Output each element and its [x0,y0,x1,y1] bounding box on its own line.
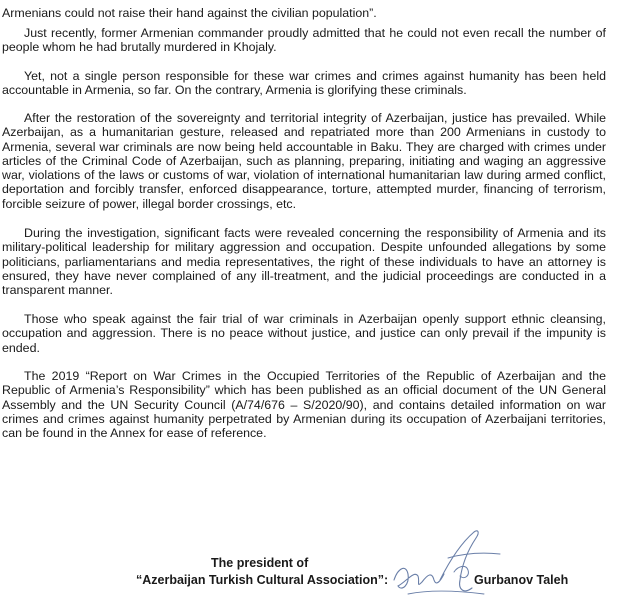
paragraph-3: Yet, not a single person responsible for these war crimes and crimes against humanity has been held accountable in Armenia, so far. On the contrary, Armenia is glorifying these criminals. [2,69,606,98]
paragraph-1: Armenians could not raise their hand against the civilian population”. [2,6,377,20]
handwritten-signature [388,524,508,600]
paragraph-6: Those who speak against the fair trial of war criminals in Azerbaijan openly support ethnic cleansing, occupation and aggression. There is no peace without justice, and justice can only prevail if the impunity is ended. [2,312,606,355]
signature-title-line2: “Azerbaijan Turkish Cultural Association”: [136,573,389,587]
signature-title-line1: The president of [211,556,309,570]
paragraph-7: The 2019 “Report on War Crimes in the Occupied Territories of the Republic of Azerbaijan and the Republic of Armenia’s Responsibility” which has been published as an official document of the UN General Assembly and the UN Security Council (A/74/676 – S/2020/90), and contains detailed information on war crimes and crimes against humanity perpetrated by Armenian during its occupation of Azerbaijani territories, can be found in the Annex for ease of reference. [2,369,606,441]
paragraph-4: After the restoration of the sovereignty and territorial integrity of Azerbaijan, justice has prevailed. While Azerbaijan, as a humanitarian gesture, released and repatriated more than 200 Armenians in custody to Armenia, several war criminals are now being held accountable in Baku. They are charged with crimes under articles of the Criminal Code of Azerbaijan, such as planning, preparing, initiating and waging an aggressive war, violations of the laws or customs of war, violation of international humanitarian law during armed conflict, deportation and forcibly transfer, enforced disappearance, torture, attempted murder, financing of terrorism, forcible seizure of power, illegal border crossings, etc. [2,111,606,211]
paragraph-2: Just recently, former Armenian commander proudly admitted that he could not even recall the number of people whom he had brutally murdered in Khojaly. [2,26,606,55]
signatory-name: Gurbanov Taleh [474,573,569,587]
paragraph-5: During the investigation, significant facts were revealed concerning the responsibility of Armenia and its military-political leadership for military aggression and occupation. Despite unfounded allegations by some politicians, parliamentarians and media representatives, the right of these individuals to have an attorney is ensured, they have never complained of any ill-treatment, and the judicial proceedings are conducted in a transparent manner. [2,226,606,298]
